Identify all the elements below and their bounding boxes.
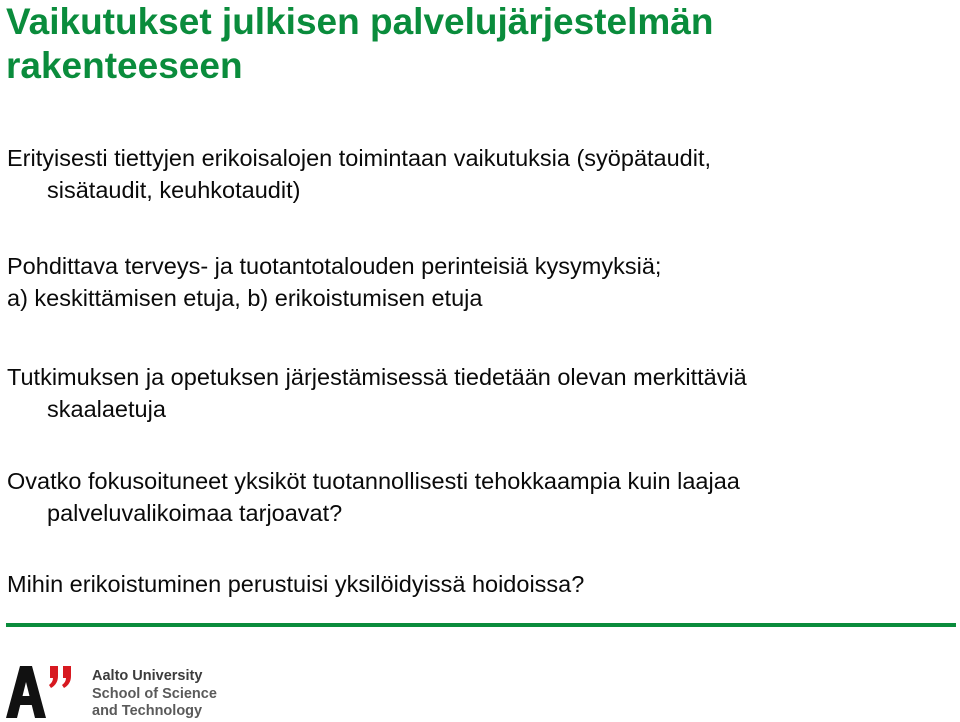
- bullet-1: [7, 142, 947, 206]
- aalto-logo-icon: [6, 662, 78, 718]
- bullet-4-line2: palveluvalikoimaa tarjoavat?: [47, 500, 343, 526]
- aalto-logo-text: [92, 668, 217, 721]
- logo-line-school: School of Science: [92, 685, 217, 702]
- bullet-1-line1: Erityisesti tiettyjen erikoisalojen toimintaan vaikutuksia (syöpätaudit,: [7, 145, 712, 171]
- logo-line-technology: and Technology: [92, 703, 203, 719]
- slide-title: [6, 0, 946, 88]
- bullet-2-line1: Pohdittava terveys- ja tuotantotalouden perinteisiä kysymyksiä;: [7, 253, 662, 279]
- bullet-3-line1: Tutkimuksen ja opetuksen järjestämisessä tiedetään olevan merkittäviä: [7, 364, 747, 390]
- bullet-3: [7, 361, 947, 425]
- bullet-5-line1: Mihin erikoistuminen perustuisi yksilöidyissä hoidoissa?: [7, 571, 585, 597]
- bullet-4-line1: Ovatko fokusoituneet yksiköt tuotannollisesti tehokkaampia kuin laajaa: [7, 468, 740, 494]
- bullet-1-line2: sisätaudit, keuhkotaudit): [47, 177, 301, 203]
- bullet-2-line2: a) keskittämisen etuja, b) erikoistumisen etuja: [7, 285, 483, 311]
- logo-line-university: Aalto University: [92, 668, 203, 684]
- slide-title-line1: Vaikutukset julkisen palvelujärjestelmän: [6, 1, 714, 42]
- bullet-5: [7, 568, 947, 600]
- slide-title-line2: rakenteeseen: [6, 45, 243, 86]
- bullet-3-line2: skaalaetuja: [47, 396, 166, 422]
- bullet-2: [7, 250, 947, 314]
- footer-divider: [6, 623, 956, 627]
- bullet-4: [7, 465, 947, 529]
